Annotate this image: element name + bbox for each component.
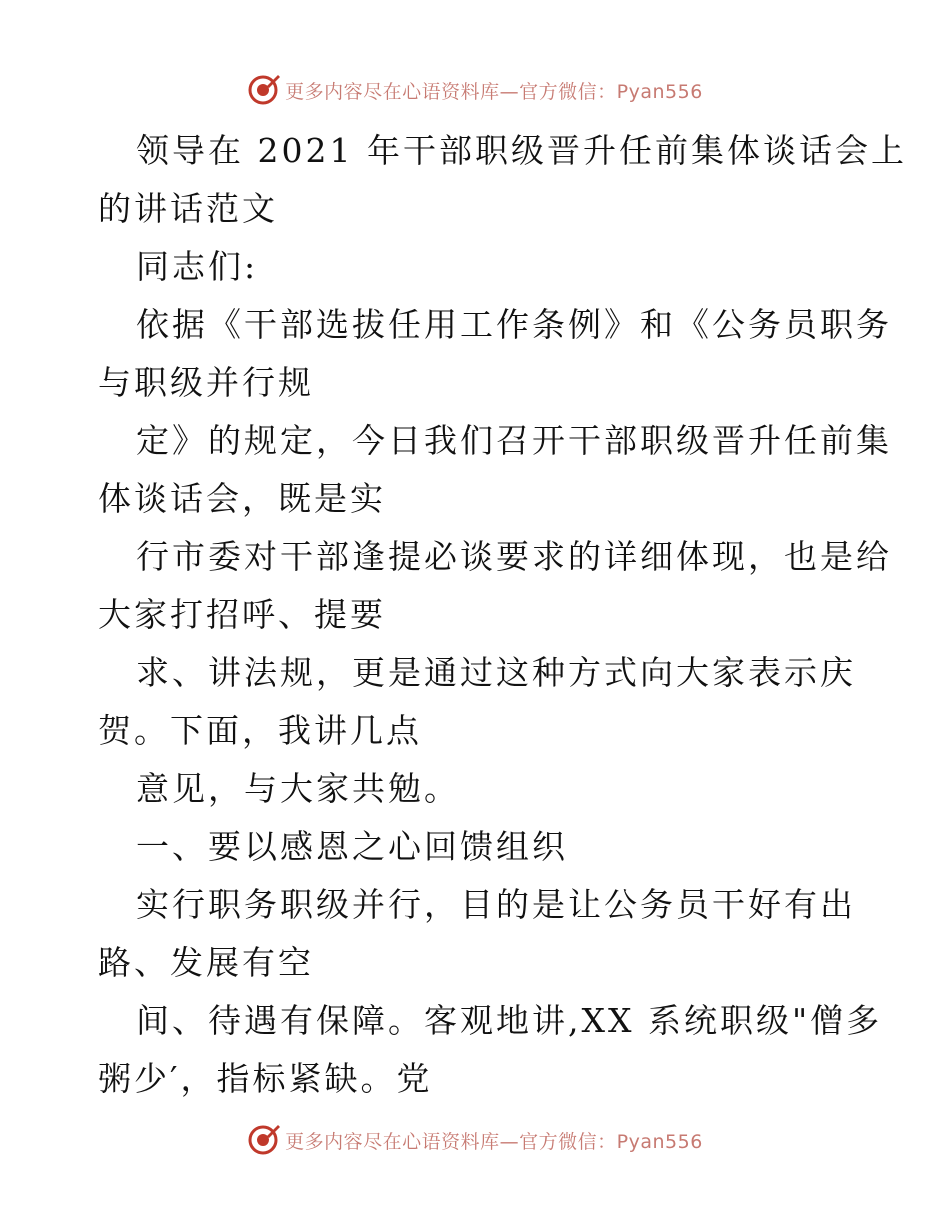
footer-banner — [0, 1120, 950, 1160]
title-line-2: 的讲话范文 — [98, 189, 278, 228]
salutation: 同志们: — [136, 247, 259, 286]
paragraph-line: 求、讲法规，更是通过这种方式向大家表示庆 — [136, 653, 856, 692]
paragraph-line: 间、待遇有保障。客观地讲,XX 系统职级"僧多 — [136, 1001, 883, 1040]
paragraph-line: 实行职务职级并行，目的是让公务员干好有出 — [136, 885, 856, 924]
paragraph-line: 贺。下面，我讲几点 — [98, 711, 422, 750]
header-banner — [0, 70, 950, 110]
paragraph-line: 与职级并行规 — [98, 363, 314, 402]
paragraph-line: 路、发展有空 — [98, 943, 314, 982]
red-pen-circle-logo-icon — [247, 73, 281, 107]
paragraph-line: 意见，与大家共勉。 — [136, 769, 460, 808]
red-pen-circle-logo-icon — [247, 1123, 281, 1157]
header-banner-text: 更多内容尽在心语资料库—官方微信：Pyan556 — [285, 80, 703, 103]
footer-banner-text: 更多内容尽在心语资料库—官方微信：Pyan556 — [285, 1130, 703, 1153]
document-body — [98, 122, 907, 1108]
paragraph-line: 大家打招呼、提要 — [98, 595, 386, 634]
paragraph-line: 定》的规定，今日我们召开干部职级晋升任前集 — [136, 421, 892, 460]
title-line-1: 领导在 2021 年干部职级晋升任前集体谈话会上 — [136, 131, 907, 170]
paragraph-line: 体谈话会，既是实 — [98, 479, 386, 518]
paragraph-line: 粥少′，指标紧缺。党 — [98, 1059, 433, 1098]
paragraph-line: 行市委对干部逢提必谈要求的详细体现，也是给 — [136, 537, 892, 576]
paragraph-line: 依据《干部选拔任用工作条例》和《公务员职务 — [136, 305, 892, 344]
section-heading: 一、要以感恩之心回馈组织 — [136, 827, 568, 866]
